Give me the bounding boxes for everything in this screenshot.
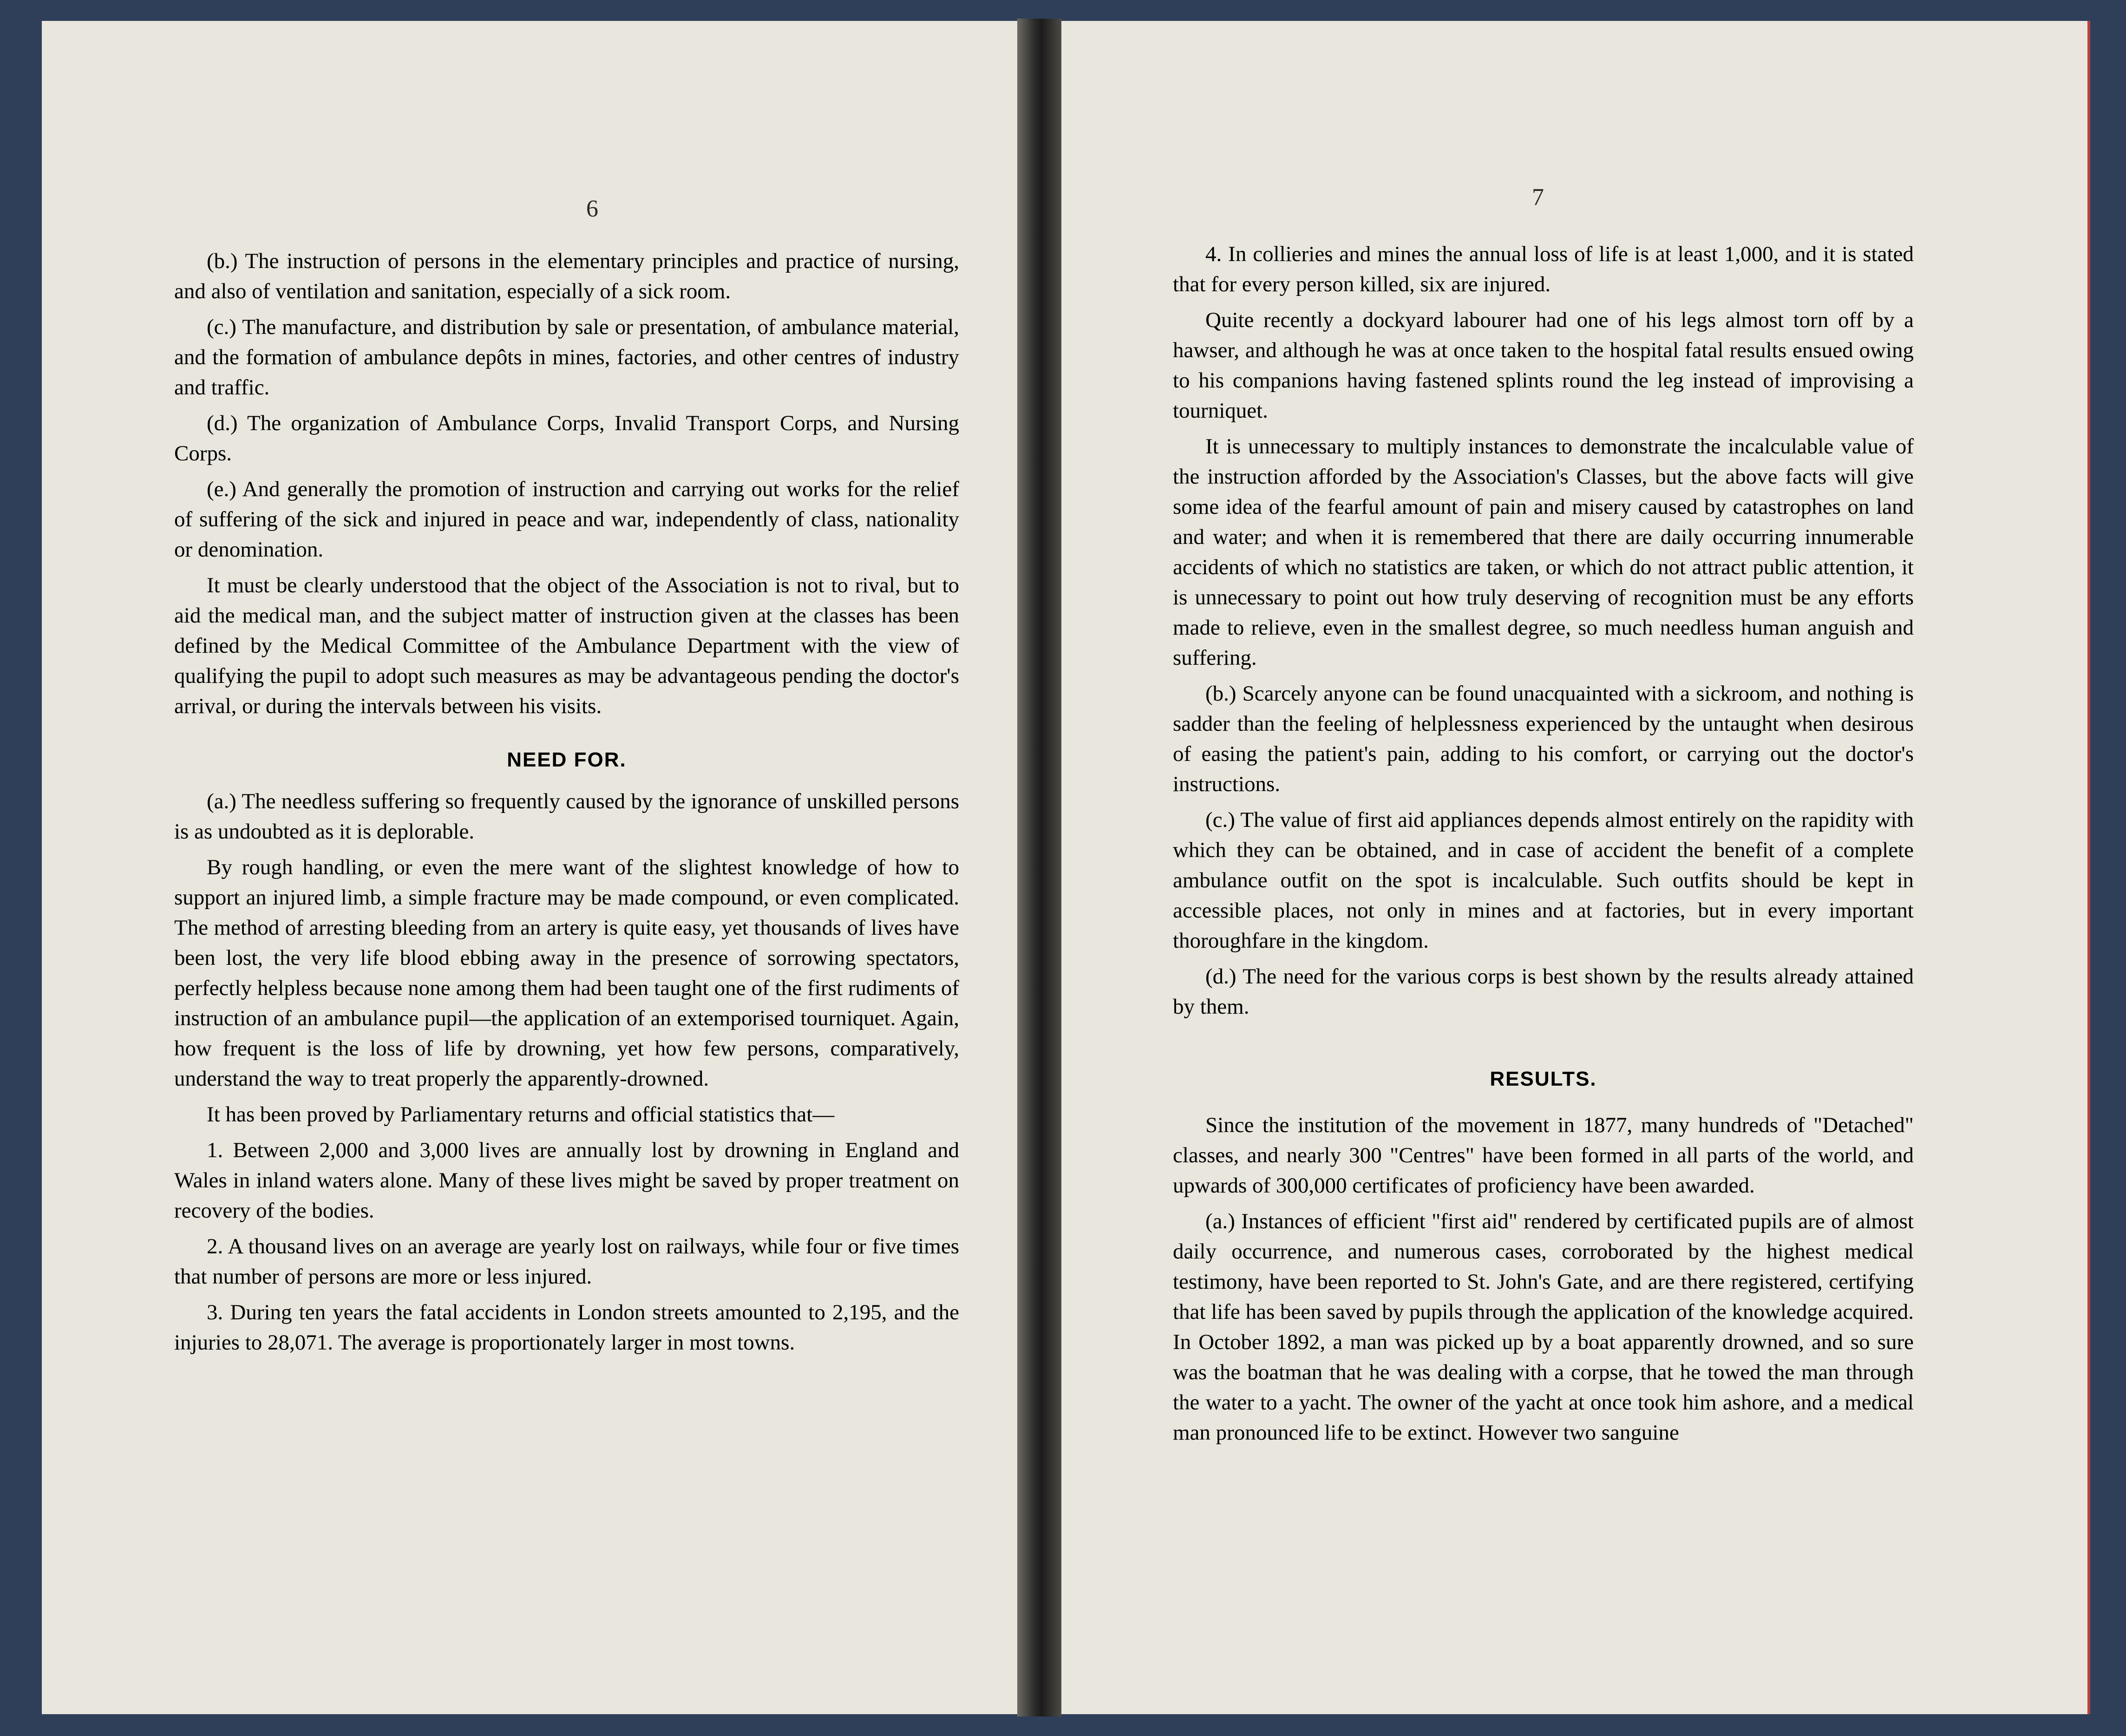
paragraph: (c.) The value of first aid appliances depends almost entirely on the rapidity with which they can be obtained, and in case of accident the benefit of a complete ambulance outfit on the spot is incalculable. Such outfits should be kept in accessible places, not only in mines and at factories, but in every important thoroughfare in the kingdom. <box>1173 808 1914 953</box>
paragraph: It is unnecessary to multiply instances to demonstrate the incalculable value of the instruction afforded by the Association's Classes, but the above facts will give some idea of the fearful amount of pain and misery caused by catastrophes on land and water; and when it is remembered that there are daily occurring innumerable accidents of which no statistics are taken, or which do not attract public attention, it is unnecessary to point out how truly deserving of recognition must be any efforts made to relieve, even in the smallest degree, so much needless human anguish and suffering. <box>1173 434 1914 670</box>
paragraph: 3. During ten years the fatal accidents in London streets amounted to 2,195, and the injuries to 28,071. The average is proportionately larger in most towns. <box>174 1300 959 1355</box>
paragraph: Since the institution of the movement in 1877, many hundreds of "Detached" classes, and nearly 300 "Centres" have been formed in all parts of the world, and upwards of 300,000 certificates of proficiency have been awarded. <box>1173 1113 1914 1198</box>
left-page-number: 6 <box>586 196 598 222</box>
right-page-text <box>1173 239 1914 1454</box>
paragraph: (d.) The need for the various corps is best shown by the results already attained by them. <box>1173 964 1914 1019</box>
paragraph: (b.) Scarcely anyone can be found unacquainted with a sickroom, and nothing is sadder than the feeling of helplessness experienced by the untaught when desirous of easing the patient's pain, adding to his comfort, or carrying out the doctor's instructions. <box>1173 681 1914 796</box>
left-page-text <box>174 246 959 1363</box>
paragraph: (a.) The needless suffering so frequently caused by the ignorance of unskilled persons is as undoubted as it is deplorable. <box>174 789 959 844</box>
paragraph: (e.) And generally the promotion of instruction and carrying out works for the relief of suffering of the sick and injured in peace and war, independently of class, nationality or denomination. <box>174 477 959 562</box>
paragraph: (c.) The manufacture, and distribution by sale or presentation, of ambulance material, and the formation of ambulance depôts in mines, factories, and other centres of industry and traffic. <box>174 315 959 400</box>
paragraph: It must be clearly understood that the object of the Association is not to rival, but to aid the medical man, and the subject matter of instruction given at the classes has been defined by the Medical Committee of the Ambulance Department with the view of qualifying the pupil to adopt such measures as may be advantageous pending the doctor's arrival, or during the intervals between his visits. <box>174 573 959 718</box>
paragraph: It has been proved by Parliamentary returns and official statistics that— <box>207 1102 835 1127</box>
right-page-number: 7 <box>1532 184 1544 210</box>
paragraph: (b.) The instruction of persons in the elementary principles and practice of nursing, and also of ventilation and sanitation, especially of a sick room. <box>174 249 959 303</box>
paragraph: (a.) Instances of efficient "first aid" rendered by certificated pupils are of almost daily occurrence, and numerous cases, corroborated by the highest medical testimony, have been reported to St. John's Gate, and are there registered, certifying that life has been saved by pupils through the application of the knowledge acquired. In October 1892, a man was picked up by a boat apparently drowned, and so sure was the boatman that he was dealing with a corpse, that he towed the man through the water to a yacht. The owner of the yacht at once took him ashore, and a medical man pronounced life to be extinct. However two sanguine <box>1173 1209 1914 1445</box>
paragraph: 2. A thousand lives on an average are yearly lost on railways, while four or five times that number of persons are more or less injured. <box>174 1234 959 1289</box>
section-heading-need-for: NEED FOR. <box>507 748 627 771</box>
paragraph: 1. Between 2,000 and 3,000 lives are annually lost by drowning in England and Wales in inland waters alone. Many of these lives might be saved by proper treatment on recovery of the bodies. <box>174 1138 959 1223</box>
paragraph: By rough handling, or even the mere want of the slightest knowledge of how to support an injured limb, a simple fracture may be made compound, or even complicated. The method of arresting bleeding from an artery is quite easy, yet thousands of lives have been lost, the very life blood ebbing away in the presence of sorrowing spectators, perfectly helpless because none among them had been taught one of the first rudiments of instruction of an ambulance pupil—the application of an extemporised tourniquet. Again, how frequent is the loss of life by drowning, yet how few persons, comparatively, understand the way to treat properly the apparently-drowned. <box>174 855 959 1091</box>
paragraph: Quite recently a dockyard labourer had one of his legs almost torn off by a hawser, and although he was at once taken to the hospital fatal results ensued owing to his companions having fastened splints round the leg instead of improvising a tourniquet. <box>1173 308 1914 423</box>
paragraph: (d.) The organization of Ambulance Corps, Invalid Transport Corps, and Nursing Corps. <box>174 411 959 465</box>
paragraph: 4. In collieries and mines the annual loss of life is at least 1,000, and it is stated that for every person killed, six are injured. <box>1173 242 1914 296</box>
section-heading-results: RESULTS. <box>1490 1068 1597 1090</box>
book-gutter <box>1017 19 1061 1716</box>
